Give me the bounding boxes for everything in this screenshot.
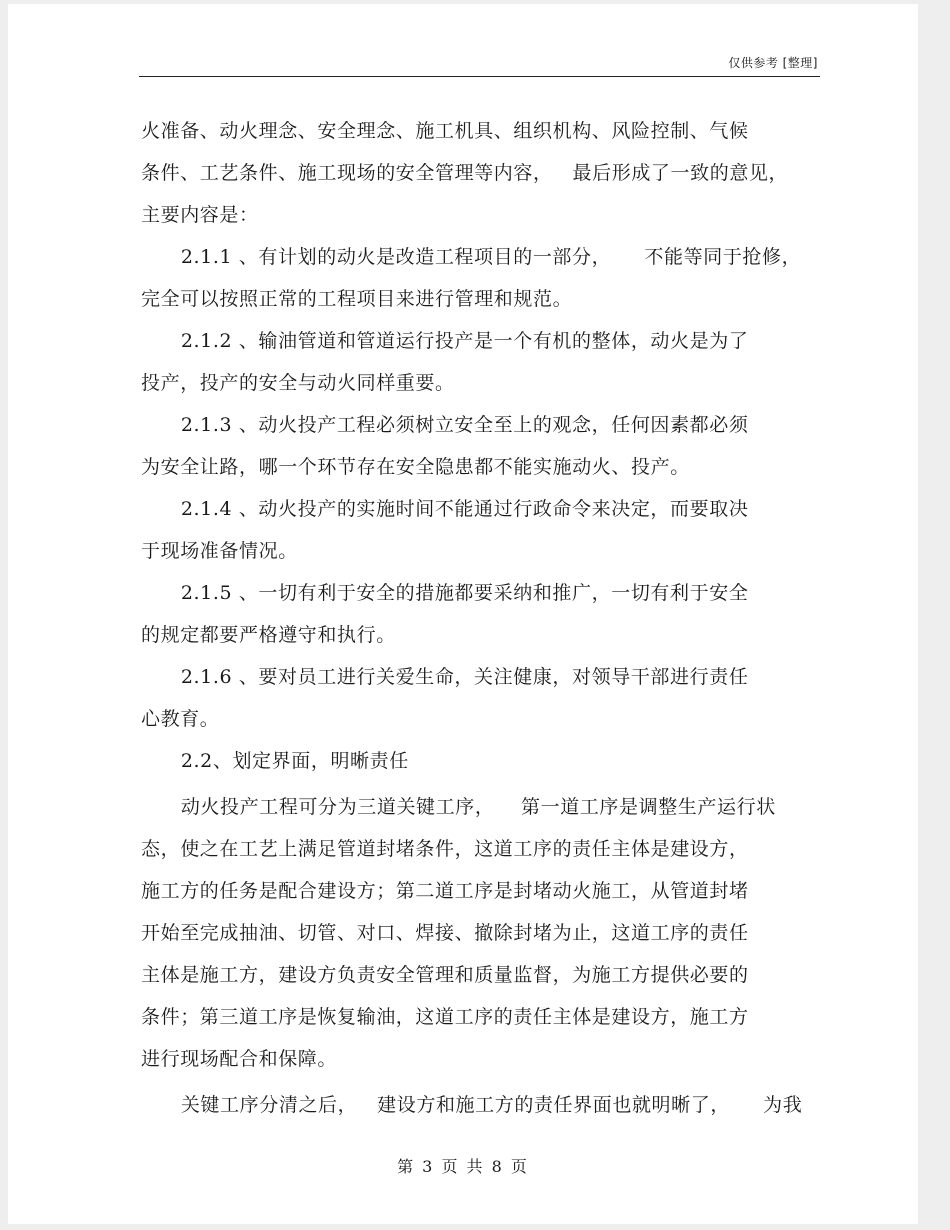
body-line: 火准备、动火理念、安全理念、施工机具、组织机构、风险控制、气候 [141, 120, 749, 142]
body-line: 投产，投产的安全与动火同样重要。 [141, 372, 455, 394]
body-line: 关键工序分清之后， 建设方和施工方的责任界面也就明晰了， 为我 [141, 1094, 803, 1116]
page-footer: 第 3 页 共 8 页 [397, 1157, 529, 1176]
body-line: 于现场准备情况。 [141, 540, 298, 562]
body-line: 2.1.2 、输油管道和管道运行投产是一个有机的整体，动火是为了 [141, 330, 749, 352]
body-line: 2.1.5 、一切有利于安全的措施都要采纳和推广，一切有利于安全 [141, 582, 749, 604]
body-line: 条件、工艺条件、施工现场的安全管理等内容， 最后形成了一致的意见， [141, 162, 789, 184]
document-page [8, 4, 918, 1224]
body-line: 的规定都要严格遵守和执行。 [141, 624, 396, 646]
body-line: 条件；第三道工序是恢复输油，这道工序的责任主体是建设方，施工方 [141, 1006, 749, 1028]
body-line: 2.1.4 、动火投产的实施时间不能通过行政命令来决定，而要取决 [141, 498, 749, 520]
body-line: 开始至完成抽油、切管、对口、焊接、撤除封堵为止，这道工序的责任 [141, 922, 749, 944]
body-line: 为安全让路，哪一个环节存在安全隐患都不能实施动火、投产。 [141, 456, 690, 478]
body-line: 施工方的任务是配合建设方；第二道工序是封堵动火施工，从管道封堵 [141, 880, 749, 902]
header-label: 仅供参考 [整理] [728, 56, 818, 70]
body-line: 主要内容是： [141, 204, 259, 226]
body-line: 主体是施工方，建设方负责安全管理和质量监督，为施工方提供必要的 [141, 964, 749, 986]
body-line: 2.2、划定界面，明晰责任 [141, 750, 409, 772]
page-header [139, 54, 820, 77]
body-line: 2.1.1 、有计划的动火是改造工程项目的一部分， 不能等同于抢修， [141, 246, 802, 268]
body-line: 完全可以按照正常的工程项目来进行管理和规范。 [141, 288, 573, 310]
body-line: 心教育。 [141, 708, 220, 730]
body-line: 态，使之在工艺上满足管道封堵条件，这道工序的责任主体是建设方， [141, 838, 749, 860]
body-line: 动火投产工程可分为三道关键工序， 第一道工序是调整生产运行状 [141, 796, 776, 818]
body-line: 2.1.3 、动火投产工程必须树立安全至上的观念，任何因素都必须 [141, 414, 749, 436]
body-line: 2.1.6 、要对员工进行关爱生命，关注健康，对领导干部进行责任 [141, 666, 749, 688]
body-line: 进行现场配合和保障。 [141, 1048, 338, 1070]
